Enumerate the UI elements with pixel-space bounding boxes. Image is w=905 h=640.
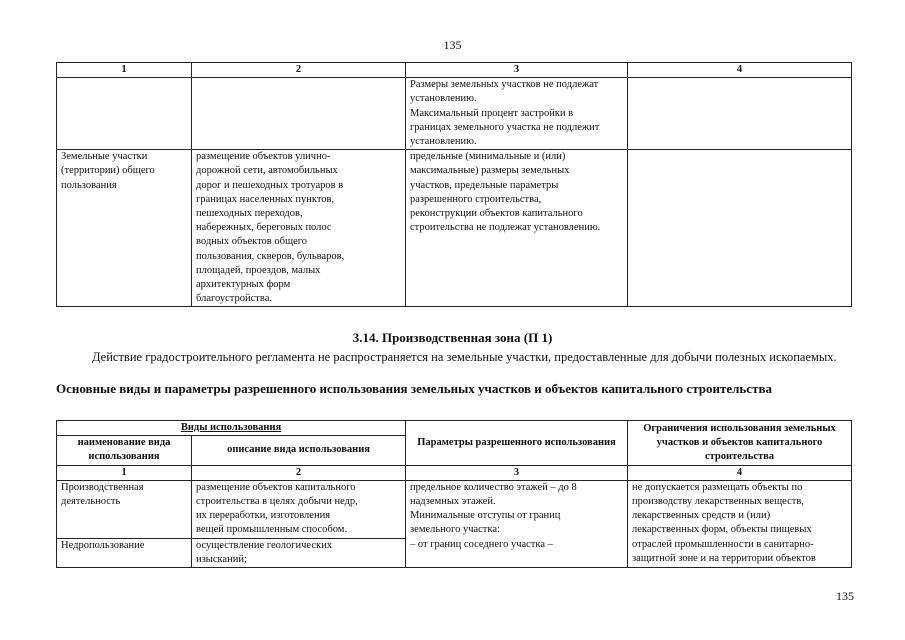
column-number-row bbox=[57, 465, 852, 480]
text-line: установлению. bbox=[410, 136, 477, 148]
text-line: отраслей промышленности в санитарно- bbox=[632, 538, 814, 550]
text-line: водных объектов общего bbox=[196, 236, 308, 248]
text-line: Максимальный процент застройки в bbox=[410, 107, 574, 119]
column-number-row bbox=[57, 63, 852, 78]
text-line: надземных этажей. bbox=[410, 496, 496, 508]
cell-limits bbox=[628, 480, 852, 567]
text-line: (территории) общего bbox=[61, 165, 155, 177]
text-line: площадей, проездов, малых bbox=[196, 264, 321, 276]
text-line: земельного участка: bbox=[410, 524, 500, 536]
text-line: размещение объектов улично- bbox=[196, 151, 331, 163]
col-number-1: 1 bbox=[57, 465, 192, 480]
text-line: пользования bbox=[61, 179, 117, 191]
section-subtitle: Основные виды и параметры разрешенного использования земельных участков и объектов капитального строительства bbox=[56, 381, 772, 396]
text-line: изысканий; bbox=[196, 553, 247, 565]
text-line: предельные (минимальные и (или) bbox=[410, 151, 566, 163]
col-number-2: 2 bbox=[192, 465, 406, 480]
text-line: границах населенных пунктов, bbox=[196, 193, 335, 205]
text-line: размещение объектов капитального bbox=[196, 481, 356, 493]
text-line: пользования, скверов, бульваров, bbox=[196, 250, 345, 262]
table-row bbox=[57, 480, 852, 538]
cell-use-description bbox=[192, 150, 406, 307]
cell-empty bbox=[628, 78, 852, 150]
text-line: реконструкции объектов капитального bbox=[410, 208, 583, 220]
text-line: осуществление геологических bbox=[196, 539, 332, 551]
cell-params bbox=[406, 150, 628, 307]
col-number-4: 4 bbox=[628, 63, 852, 78]
text-line: предельное количество этажей – до 8 bbox=[410, 481, 577, 493]
col-number-1: 1 bbox=[57, 63, 192, 78]
permitted-use-table-continued bbox=[56, 62, 852, 307]
section-title: 3.14. Производственная зона (П 1) bbox=[352, 330, 553, 345]
header-use-name: наименование вида использования bbox=[57, 436, 192, 465]
section-paragraph: Действие градостроительного регламента не распространяется на земельные участки, предоставленные для добычи полезных ископаемых. bbox=[92, 350, 837, 364]
text-line: Минимальные отступы от границ bbox=[410, 510, 561, 522]
text-line: Производственная bbox=[61, 481, 144, 493]
cell-use-name bbox=[57, 150, 192, 307]
cell-params bbox=[406, 78, 628, 150]
text-line: лекарственных средств и (или) bbox=[632, 510, 771, 522]
text-line: участков, предельные параметры bbox=[410, 179, 559, 191]
header-use-desc: описание вида использования bbox=[192, 436, 406, 465]
text-line: разрешенного строительства, bbox=[410, 193, 542, 205]
text-line: благоустройства. bbox=[196, 293, 272, 305]
cell-use-name bbox=[57, 480, 192, 538]
cell-use-description bbox=[192, 480, 406, 538]
cell-empty bbox=[628, 150, 852, 307]
text-line: Размеры земельных участков не подлежат bbox=[410, 79, 599, 91]
text-line: Недропользование bbox=[61, 539, 145, 551]
text-line: не допускается размещать объекты по bbox=[632, 481, 803, 493]
text-line: строительства не подлежат установлению. bbox=[410, 222, 601, 234]
text-line: вещей промышленным способом. bbox=[196, 524, 348, 536]
page-number-bottom: 135 bbox=[836, 589, 854, 603]
text-line: защитной зоне и на территории объектов bbox=[632, 552, 816, 564]
text-line: установлению. bbox=[410, 93, 477, 105]
text-line: набережных, береговых полос bbox=[196, 222, 332, 234]
cell-empty bbox=[57, 78, 192, 150]
table-row bbox=[57, 150, 852, 307]
text-line: – от границ соседнего участка – bbox=[410, 538, 553, 550]
col-number-3: 3 bbox=[406, 63, 628, 78]
col-number-2: 2 bbox=[192, 63, 406, 78]
header-limits: Ограничения использования земельных участков и объектов капитального строительства bbox=[628, 421, 852, 466]
text-line: дорожной сети, автомобильных bbox=[196, 165, 338, 177]
cell-use-name bbox=[57, 538, 192, 567]
text-line: архитектурных форм bbox=[196, 279, 291, 291]
header-uses: Виды использования bbox=[57, 421, 406, 436]
text-line: их переработки, изготовления bbox=[196, 510, 331, 522]
header-row bbox=[57, 421, 852, 436]
table-row bbox=[57, 78, 852, 150]
text-line: производству лекарственных веществ, bbox=[632, 496, 804, 508]
text-line: Земельные участки bbox=[61, 151, 148, 163]
production-zone-table bbox=[56, 420, 852, 568]
col-number-4: 4 bbox=[628, 465, 852, 480]
cell-params bbox=[406, 480, 628, 567]
text-line: деятельность bbox=[61, 496, 121, 508]
text-line: пешеходных переходов, bbox=[196, 208, 303, 220]
text-line: лекарственных форм, объекты пищевых bbox=[632, 524, 812, 536]
page-number-top: 135 bbox=[443, 38, 462, 52]
cell-empty bbox=[192, 78, 406, 150]
header-params: Параметры разрешенного использования bbox=[406, 421, 628, 466]
cell-use-description bbox=[192, 538, 406, 567]
text-line: границах земельного участка не подлежит bbox=[410, 121, 600, 133]
col-number-3: 3 bbox=[406, 465, 628, 480]
text-line: максимальные) размеры земельных bbox=[410, 165, 570, 177]
text-line: дорог и пешеходных тротуаров в bbox=[196, 179, 344, 191]
text-line: строительства в целях добычи недр, bbox=[196, 496, 358, 508]
